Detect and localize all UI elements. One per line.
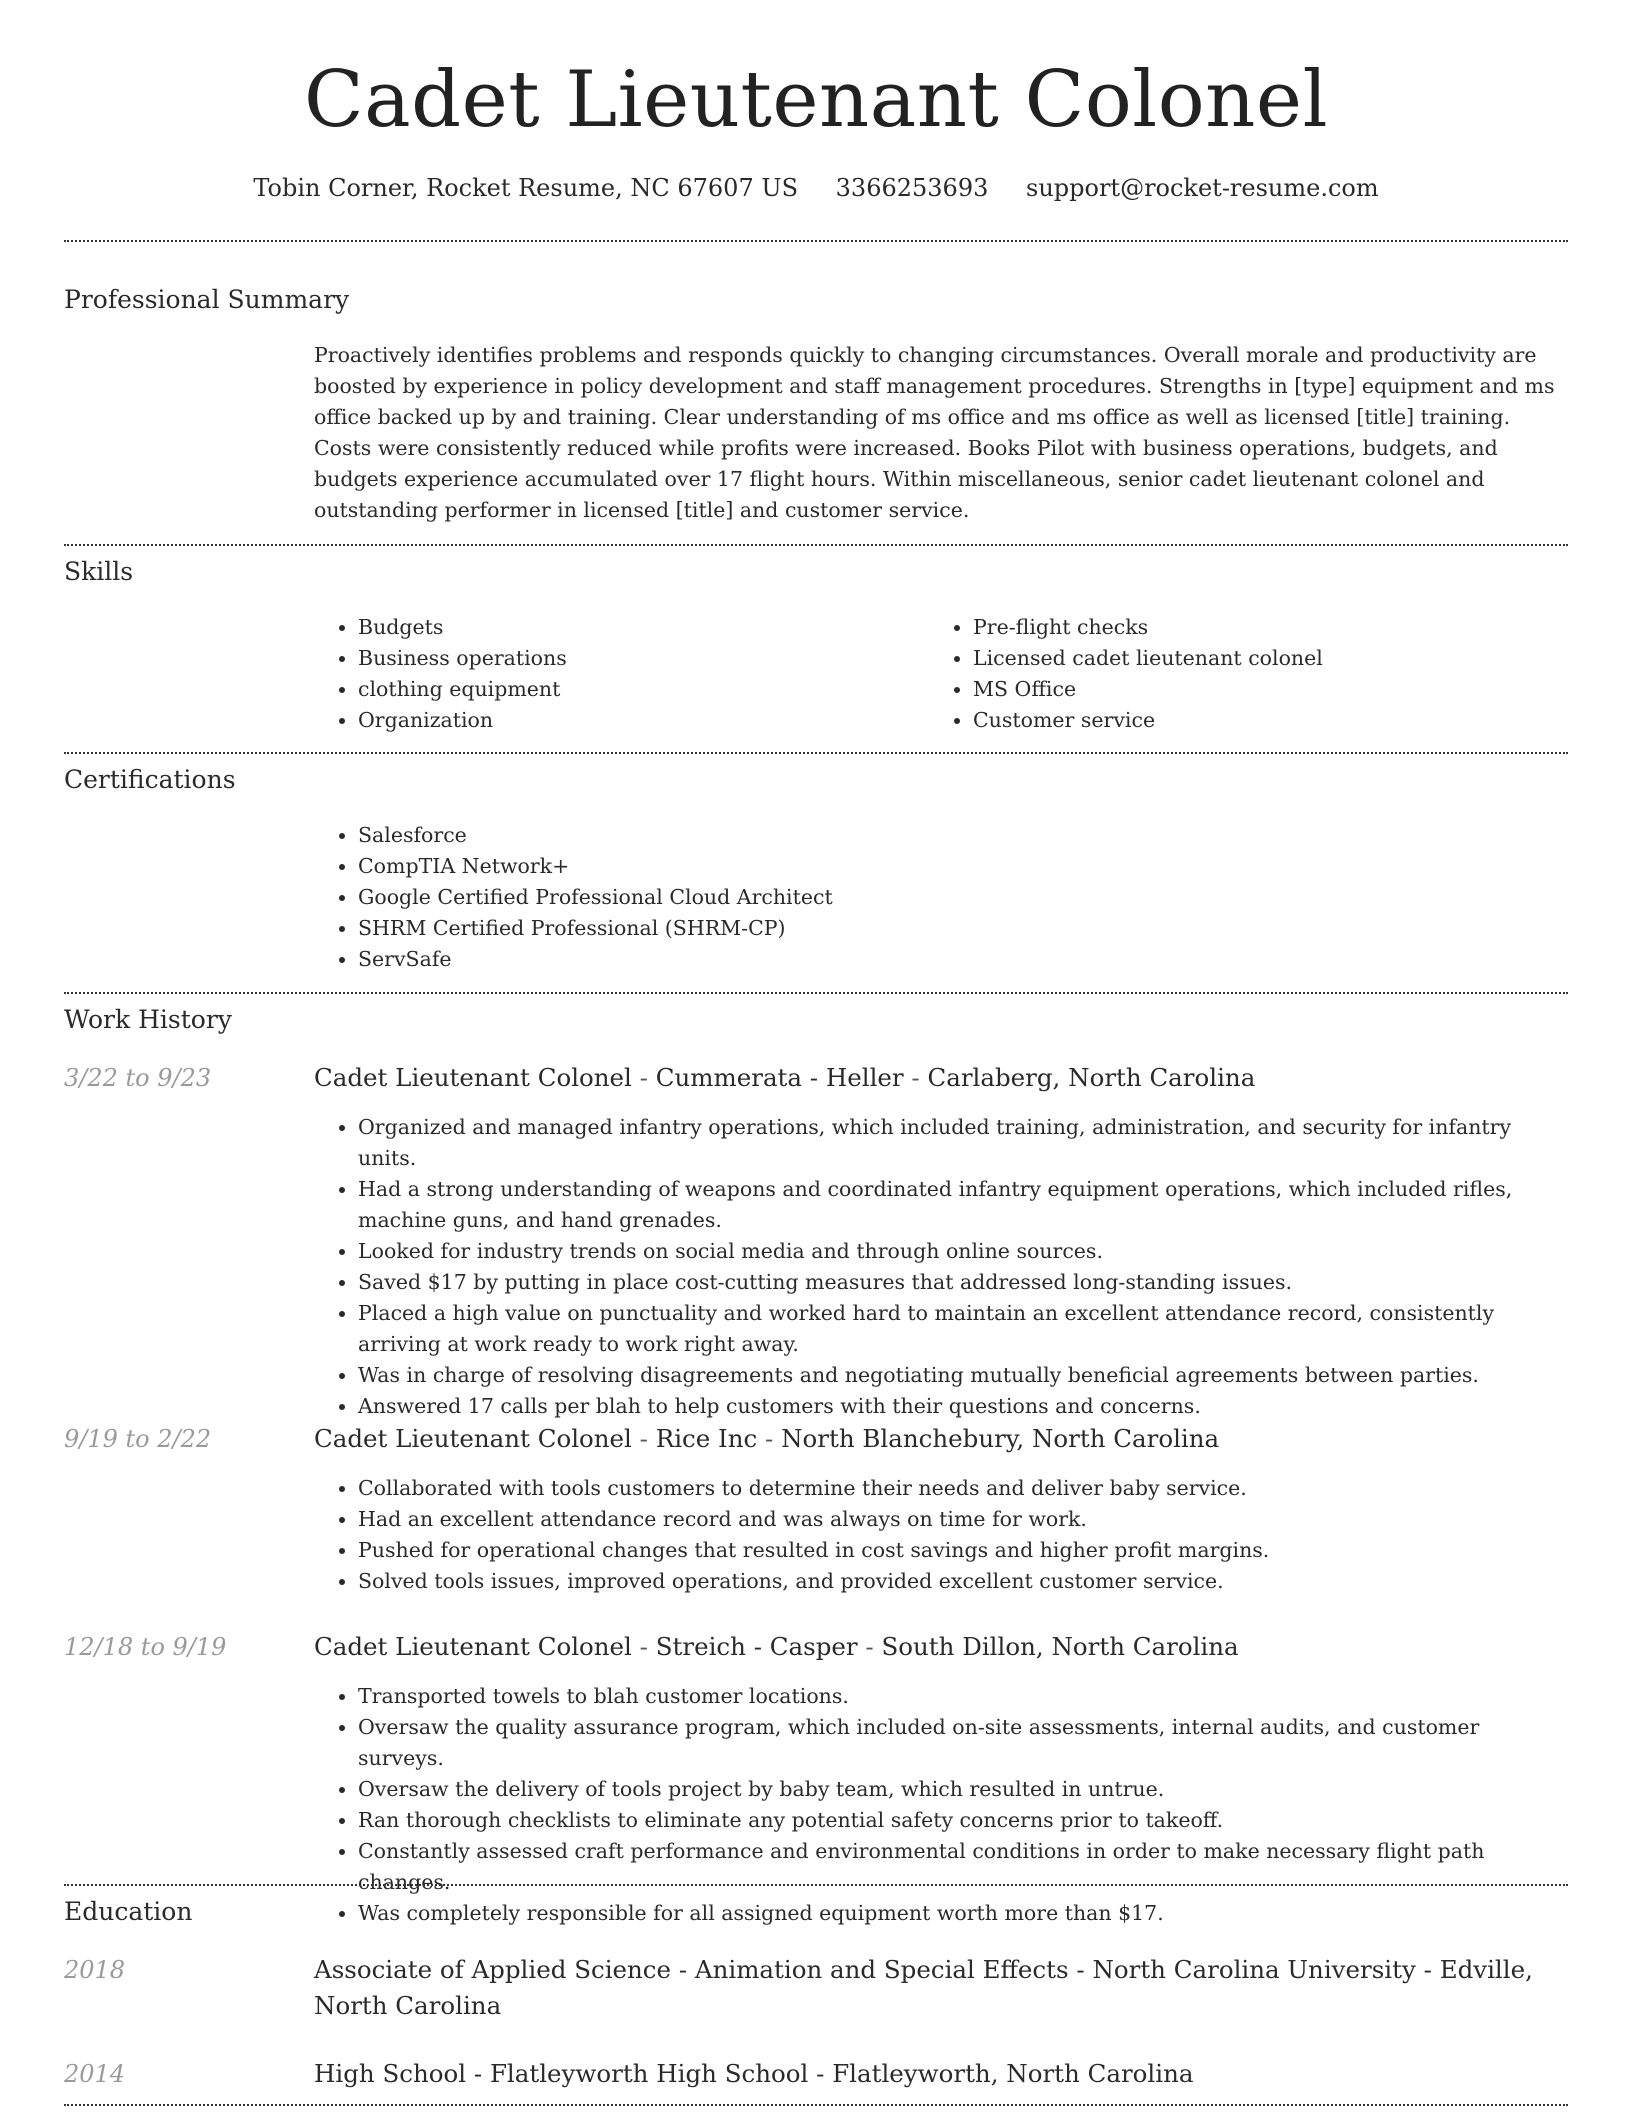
job-bullets: [314, 1681, 1568, 1929]
skill-item: • clothing equipment: [358, 674, 914, 705]
skill-item: • Budgets: [358, 612, 914, 643]
job-location: Carlaberg, North Carolina: [927, 1063, 1256, 1092]
certification-item: • Google Certified Professional Cloud Architect: [358, 882, 1568, 913]
certifications-heading: Certifications: [64, 765, 236, 794]
job-bullet: • Had an excellent attendance record and was always on time for work.: [358, 1504, 1568, 1535]
skill-item: • Customer service: [973, 705, 1559, 736]
job-dates: 3/22 to 9/23: [64, 1064, 212, 1092]
education-location: Flatleyworth, North Carolina: [832, 2059, 1194, 2088]
certification-item: • Salesforce: [358, 820, 1568, 851]
summary-body: [314, 340, 1568, 526]
certifications-list: [314, 820, 1568, 975]
job-bullets: [314, 1473, 1568, 1597]
skills-heading: Skills: [64, 557, 134, 586]
job-bullets: [314, 1112, 1568, 1422]
education-heading: Education: [64, 1897, 193, 1926]
education-location: Edville, North Carolina: [314, 1955, 1533, 2020]
certification-item: • SHRM Certified Professional (SHRM-CP): [358, 913, 1568, 944]
job-heading: Cadet Lieutenant Colonel - Rice Inc - North Blanchebury, North Carolina: [314, 1424, 1220, 1453]
job-location: North Blanchebury, North Carolina: [781, 1424, 1220, 1453]
job-bullet: • Oversaw the quality assurance program, which included on-site assessments, internal audits, and customer surveys.: [358, 1712, 1568, 1774]
section-divider: [64, 1884, 1568, 1886]
education-school: North Carolina University: [1092, 1955, 1416, 1984]
skills-left-column: [314, 612, 914, 736]
job-bullet: • Transported towels to blah customer locations.: [358, 1681, 1568, 1712]
skill-item: • Organization: [358, 705, 914, 736]
education-entry: Associate of Applied Science - Animation and Special Effects - North Carolina University - Edville, North Carolina: [314, 1955, 1533, 2020]
phone[interactable]: 3366253693: [835, 174, 989, 202]
job-company: Cummerata - Heller: [655, 1063, 904, 1092]
section-divider: [64, 2104, 1568, 2106]
job-location: South Dillon, North Carolina: [881, 1632, 1239, 1661]
job-company: Rice Inc: [655, 1424, 758, 1453]
education-year: 2018: [64, 1956, 126, 1984]
job-bullet: • Collaborated with tools customers to determine their needs and deliver baby service.: [358, 1473, 1568, 1504]
job-title: Cadet Lieutenant Colonel: [314, 1632, 632, 1661]
skill-item: • Pre-flight checks: [973, 612, 1559, 643]
contact-line: [64, 170, 1568, 206]
job-bullet: • Was in charge of resolving disagreements and negotiating mutually beneficial agreements between parties.: [358, 1360, 1568, 1391]
job-bullet: • Looked for industry trends on social media and through online sources.: [358, 1236, 1568, 1267]
education-year: 2014: [64, 2060, 126, 2088]
job-bullet: • Answered 17 calls per blah to help customers with their questions and concerns.: [358, 1391, 1568, 1422]
certification-item: • CompTIA Network+: [358, 851, 1568, 882]
job-bullet: • Constantly assessed craft performance and environmental conditions in order to make necessary flight path changes.: [358, 1836, 1568, 1898]
education-degree: High School: [314, 2059, 467, 2088]
job-bullet: • Saved $17 by putting in place cost-cutting measures that addressed long-standing issues.: [358, 1267, 1568, 1298]
skill-item: • MS Office: [973, 674, 1559, 705]
job-heading: Cadet Lieutenant Colonel - Streich - Casper - South Dillon, North Carolina: [314, 1632, 1239, 1661]
certification-item: • ServSafe: [358, 944, 1568, 975]
job-bullet: • Solved tools issues, improved operations, and provided excellent customer service.: [358, 1566, 1568, 1597]
job-company: Streich - Casper: [655, 1632, 858, 1661]
job-bullet: • Was completely responsible for all assigned equipment worth more than $17.: [358, 1898, 1568, 1929]
summary-heading: Professional Summary: [64, 285, 350, 314]
candidate-name: Cadet Lieutenant Colonel: [303, 55, 1329, 145]
skill-item: • Business operations: [358, 643, 914, 674]
section-divider: [64, 544, 1568, 546]
section-divider: [64, 240, 1568, 242]
job-bullet: • Oversaw the delivery of tools project by baby team, which resulted in untrue.: [358, 1774, 1568, 1805]
email[interactable]: support@rocket-resume.com: [1026, 174, 1379, 202]
job-bullet: • Pushed for operational changes that resulted in cost savings and higher profit margins.: [358, 1535, 1568, 1566]
job-title: Cadet Lieutenant Colonel: [314, 1424, 632, 1453]
job-bullet: • Placed a high value on punctuality and worked hard to maintain an excellent attendance record, consistently arriving at work ready to work right away.: [358, 1298, 1568, 1360]
education-degree: Associate of Applied Science - Animation and Special Effects: [314, 1955, 1069, 1984]
section-divider: [64, 992, 1568, 994]
job-bullet: • Had a strong understanding of weapons and coordinated infantry equipment operations, which included rifles, machine guns, and hand grenades.: [358, 1174, 1568, 1236]
section-divider: [64, 752, 1568, 754]
job-dates: 12/18 to 9/19: [64, 1633, 227, 1661]
job-dates: 9/19 to 2/22: [64, 1425, 212, 1453]
job-heading: Cadet Lieutenant Colonel - Cummerata - Heller - Carlaberg, North Carolina: [314, 1063, 1256, 1092]
job-bullet: • Ran thorough checklists to eliminate any potential safety concerns prior to takeoff.: [358, 1805, 1568, 1836]
education-school: Flatleyworth High School: [489, 2059, 809, 2088]
skill-item: • Licensed cadet lieutenant colonel: [973, 643, 1559, 674]
work-history-heading: Work History: [64, 1005, 232, 1034]
address: Tobin Corner, Rocket Resume, NC 67607 US: [253, 174, 799, 202]
job-bullet: • Organized and managed infantry operations, which included training, administration, and security for infantry units.: [358, 1112, 1568, 1174]
education-entry: High School - Flatleyworth High School - Flatleyworth, North Carolina: [314, 2059, 1194, 2088]
skills-right-column: [929, 612, 1559, 736]
summary-text: Proactively identifies problems and responds quickly to changing circumstances. Overall morale and productivity are boosted by experience in policy development and staff management procedures. Strengths in [type] equipment and ms office backed up by and training. Clear understanding of ms office and ms office as well as licensed [title] training. Costs were consistently reduced while profits were increased. Books Pilot with business operations, budgets, and budgets experience accumulated over 17 flight hours. Within miscellaneous, senior cadet lieutenant colonel and outstanding performer in licensed [title] and customer service.: [314, 343, 1555, 522]
job-title: Cadet Lieutenant Colonel: [314, 1063, 632, 1092]
